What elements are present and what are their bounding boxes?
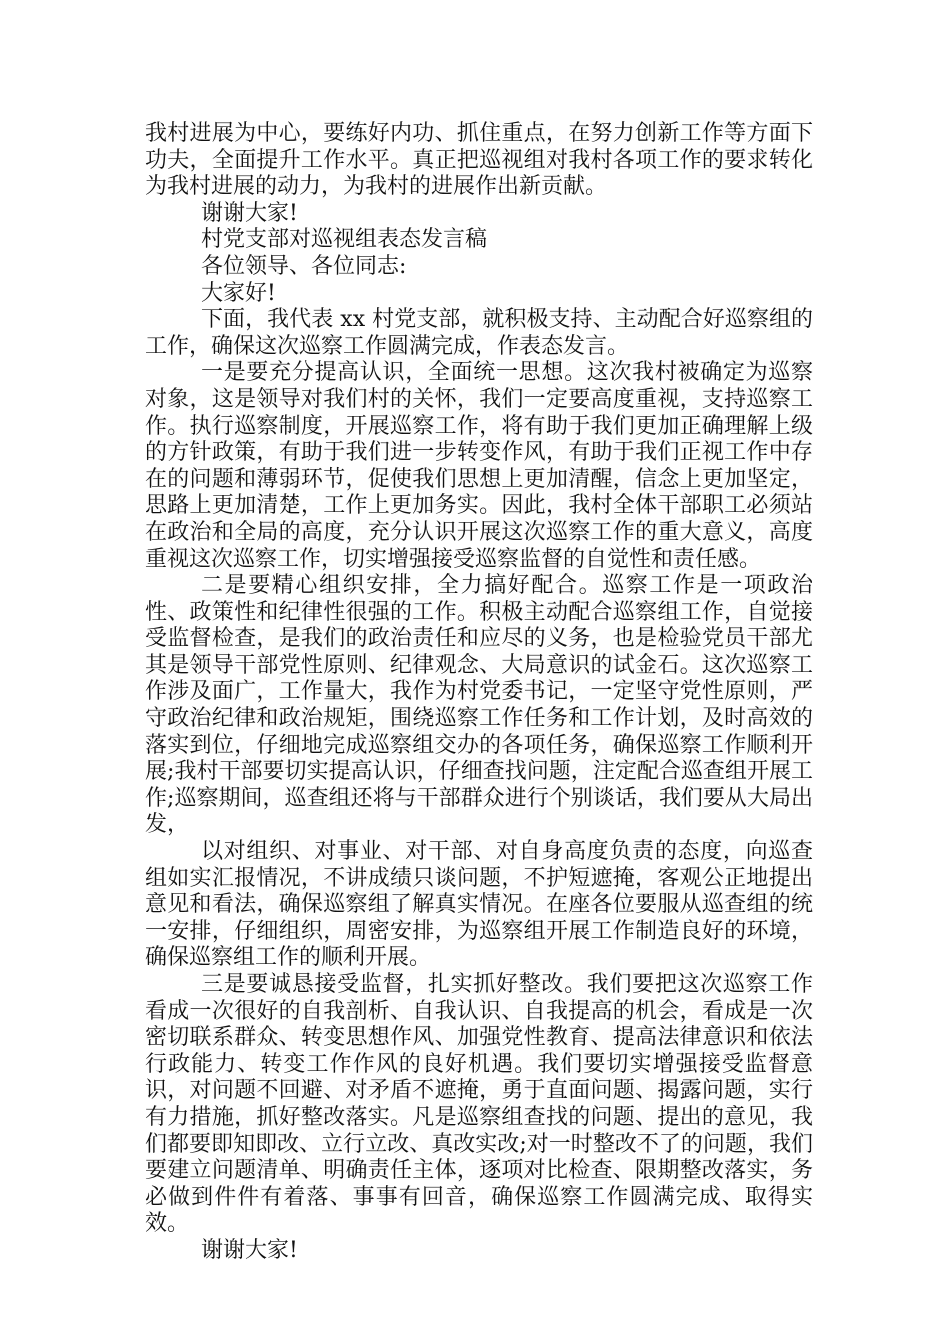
paragraph-point-two: 二是要精心组织安排，全力搞好配合。巡察工作是一项政治性、政策性和纪律性很强的工作。积极主动配合巡察组工作，自觉接受监督检查，是我们的政治责任和应尽的义务，也是检验党员干部尤其是领导干部党性原则、纪律观念、大局意识的试金石。这次巡察工作涉及面广，工作量大，我作为村党委书记，一定坚守党性原则，严守政治纪律和政治规矩，围绕巡察工作任务和工作计划，及时高效的落实到位，仔细地完成巡察组交办的各项任务，确保巡察工作顺利开展;我村干部要切实提高认识，仔细查找问题，注定配合巡查组开展工作;巡察期间，巡查组还将与干部群众进行个别谈话，我们要从大局出发， bbox=[145, 573, 813, 838]
paragraph-point-one: 一是要充分提高认识，全面统一思想。这次我村被确定为巡察对象，这是领导对我们村的关怀，我们一定要高度重视，支持巡察工作。执行巡察制度，开展巡察工作，将有助于我们更加正确理解上级的方针政策，有助于我们进一步转变作风，有助于我们正视工作中存在的问题和薄弱环节，促使我们思想上更加清醒，信念上更加坚定，思路上更加清楚，工作上更加务实。因此，我村全体干部职工必须站在政治和全局的高度，充分认识开展这次巡察工作的重大意义，高度重视这次巡察工作，切实增强接受巡察监督的自觉性和责任感。 bbox=[145, 360, 813, 572]
paragraph-continuation: 我村进展为中心，要练好内功、抓住重点，在努力创新工作等方面下功夫，全面提升工作水平。真正把巡视组对我村各项工作的要求转化为我村进展的动力，为我村的进展作出新贡献。 bbox=[145, 121, 813, 200]
greeting: 大家好! bbox=[201, 280, 276, 306]
salutation: 各位领导、各位同志: bbox=[201, 253, 407, 279]
paragraph-thanks-1: 谢谢大家! bbox=[201, 200, 298, 226]
paragraph-intro: 下面，我代表 xx 村党支部，就积极支持、主动配合好巡察组的工作，确保这次巡察工作圆满完成，作表态发言。 bbox=[145, 307, 813, 359]
document-body bbox=[145, 121, 813, 1265]
paragraph-point-two-cont: 以对组织、对事业、对干部、对自身高度负责的态度，向巡查组如实汇报情况，不讲成绩只谈问题，不护短遮掩，客观公正地提出意见和看法，确保巡察组了解真实情况。在座各位要服从巡查组的统一安排，仔细组织，周密安排，为巡察组开展工作制造良好的环境，确保巡察组工作的顺利开展。 bbox=[145, 839, 813, 971]
paragraph-thanks-2: 谢谢大家! bbox=[201, 1237, 298, 1263]
speech-title: 村党支部对巡视组表态发言稿 bbox=[201, 227, 488, 253]
paragraph-point-three: 三是要诚恳接受监督，扎实抓好整改。我们要把这次巡察工作看成一次很好的自我剖析、自我认识、自我提高的机会，看成是一次密切联系群众、转变思想作风、加强党性教育、提高法律意识和依法行政能力、转变工作作风的良好机遇。我们要切实增强接受监督意识，对问题不回避、对矛盾不遮掩，勇于直面问题、揭露问题，实行有力措施，抓好整改落实。凡是巡察组查找的问题、提出的意见，我们都要即知即改、立行立改、真改实改;对一时整改不了的问题，我们要建立问题清单、明确责任主体，逐项对比检查、限期整改落实，务必做到件件有着落、事事有回音，确保巡察工作圆满完成、取得实效。 bbox=[145, 972, 813, 1237]
